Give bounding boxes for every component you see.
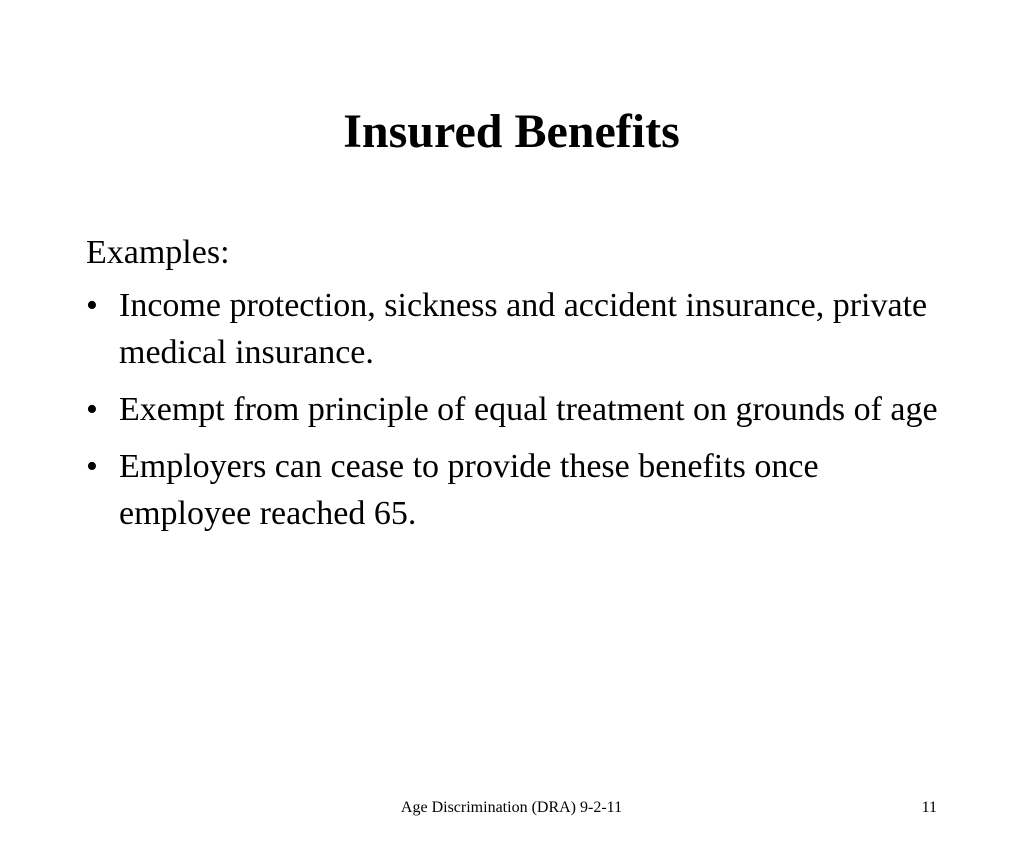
bullet-item bbox=[86, 386, 956, 433]
footer-text: Age Discrimination (DRA) 9-2-11 bbox=[400, 799, 623, 816]
slide-body bbox=[86, 229, 956, 547]
bullet-icon: • bbox=[86, 448, 98, 485]
bullet-item bbox=[86, 443, 956, 537]
bullet-icon: • bbox=[86, 391, 98, 428]
bullet-text: Income protection, sickness and accident insurance, private medical insurance. bbox=[119, 287, 928, 371]
intro-text: Examples: bbox=[86, 234, 230, 271]
bullet-item bbox=[86, 282, 956, 376]
bullet-text: Exempt from principle of equal treatment on grounds of age bbox=[119, 391, 938, 428]
bullet-icon: • bbox=[86, 287, 98, 324]
bullet-text: Employers can cease to provide these benefits once employee reached 65. bbox=[119, 448, 819, 532]
page-number: 11 bbox=[921, 799, 937, 816]
slide-footer bbox=[0, 796, 1023, 820]
bullet-list bbox=[86, 282, 956, 537]
slide-title: Insured Benefits bbox=[343, 105, 680, 158]
